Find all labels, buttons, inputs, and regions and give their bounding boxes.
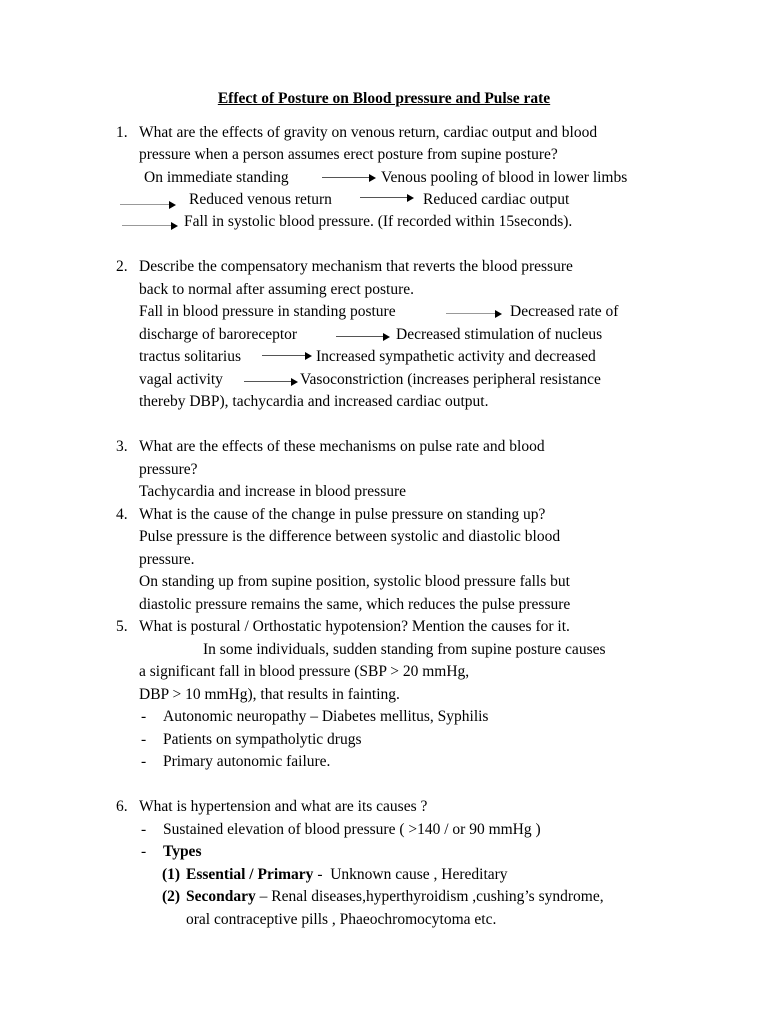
q5-answer-3: DBP > 10 mmHg), that results in fainting. [139,686,400,703]
arrow-icon [360,195,414,201]
q1-answer-3: Fall in systolic blood pressure. (If recorded within 15seconds). [184,213,573,230]
bullet-dash: - [141,821,147,838]
bullet-dash: - [141,731,147,748]
bullet-dash: - [141,708,147,725]
q2-answer-5: thereby DBP), tachycardia and increased cardiac output. [139,393,489,410]
q5-number: 5. [116,618,128,635]
q2-answer-2-left: discharge of baroreceptor [139,326,298,343]
q3-number: 3. [116,438,128,455]
q1-answer-2-right: Reduced cardiac output [423,191,570,208]
q1-answer-1-right: Venous pooling of blood in lower limbs [381,169,628,186]
q6-bullet-1: Sustained elevation of blood pressure ( >140 / or 90 mmHg ) [163,821,541,838]
q6-type-1-name: Essential / Primary [186,866,314,883]
arrow-icon [262,353,312,359]
q6-type-2-name: Secondary [186,888,256,905]
bullet-dash: - [141,753,147,770]
q4-answer-2: pressure. [139,551,195,568]
q2-answer-1-right: Decreased rate of [510,303,619,320]
q3-answer-1: Tachycardia and increase in blood pressure [139,483,407,500]
q5-bullet-1: Autonomic neuropathy – Diabetes mellitus, Syphilis [163,708,489,725]
q6-type-2-continued: oral contraceptive pills , Phaeochromocytoma etc. [186,911,497,928]
q2-answer-4-right: Vasoconstriction (increases peripheral resistance [300,371,601,388]
q6-number: 6. [116,798,128,815]
q4-answer-3: On standing up from supine position, systolic blood pressure falls but [139,573,570,590]
q3-question-line-1: What are the effects of these mechanisms on pulse rate and blood [139,438,545,455]
q2-answer-2-right: Decreased stimulation of nucleus [396,326,603,343]
arrow-icon [122,223,178,229]
q2-answer-1-left: Fall in blood pressure in standing posture [139,303,396,320]
q1-question-line-2: pressure when a person assumes erect posture from supine posture? [139,146,558,163]
q2-number: 2. [116,258,128,275]
arrow-icon [120,202,176,208]
q1-number: 1. [116,124,128,141]
arrow-icon [322,175,376,181]
q6-type-2 [186,887,604,907]
q6-question-line-1: What is hypertension and what are its causes ? [139,798,428,815]
q5-answer-2: a significant fall in blood pressure (SBP > 20 mmHg, [139,663,470,680]
q6-type-1 [186,865,508,885]
arrow-icon [446,311,502,317]
q6-type-2-desc: – Renal diseases,hyperthyroidism ,cushing’s syndrome, [255,888,604,905]
q5-bullet-2: Patients on sympatholytic drugs [163,731,362,748]
q6-type-1-desc: - Unknown cause , Hereditary [313,866,508,883]
q1-answer-2-left: Reduced venous return [189,191,332,208]
q1-question-line-1: What are the effects of gravity on venous return, cardiac output and blood [139,124,598,141]
q2-answer-3-left: tractus solitarius [139,348,242,365]
q4-answer-4: diastolic pressure remains the same, which reduces the pulse pressure [139,596,571,613]
q2-answer-3-right: Increased sympathetic activity and decreased [316,348,596,365]
q2-question-line-1: Describe the compensatory mechanism that reverts the blood pressure [139,258,573,275]
page-title: Effect of Posture on Blood pressure and Pulse rate [217,90,551,107]
q5-question-line-1: What is postural / Orthostatic hypotension? Mention the causes for it. [139,618,570,635]
arrow-icon [336,334,390,340]
arrow-icon [244,379,298,385]
bullet-dash: - [141,843,147,860]
q3-question-line-2: pressure? [139,461,198,478]
q5-bullet-3: Primary autonomic failure. [163,753,331,770]
q2-question-line-2: back to normal after assuming erect posture. [139,281,415,298]
q6-type-2-number: (2) [162,888,181,905]
q2-answer-4-left: vagal activity [139,371,223,388]
q4-answer-1: Pulse pressure is the difference between systolic and diastolic blood [139,528,561,545]
q5-answer-1: In some individuals, sudden standing from supine posture causes [203,641,606,658]
q4-number: 4. [116,506,128,523]
q1-answer-1-left: On immediate standing [144,169,289,186]
q6-bullet-2: Types [163,843,202,860]
q4-question-line-1: What is the cause of the change in pulse pressure on standing up? [139,506,546,523]
q6-type-1-number: (1) [162,866,181,883]
